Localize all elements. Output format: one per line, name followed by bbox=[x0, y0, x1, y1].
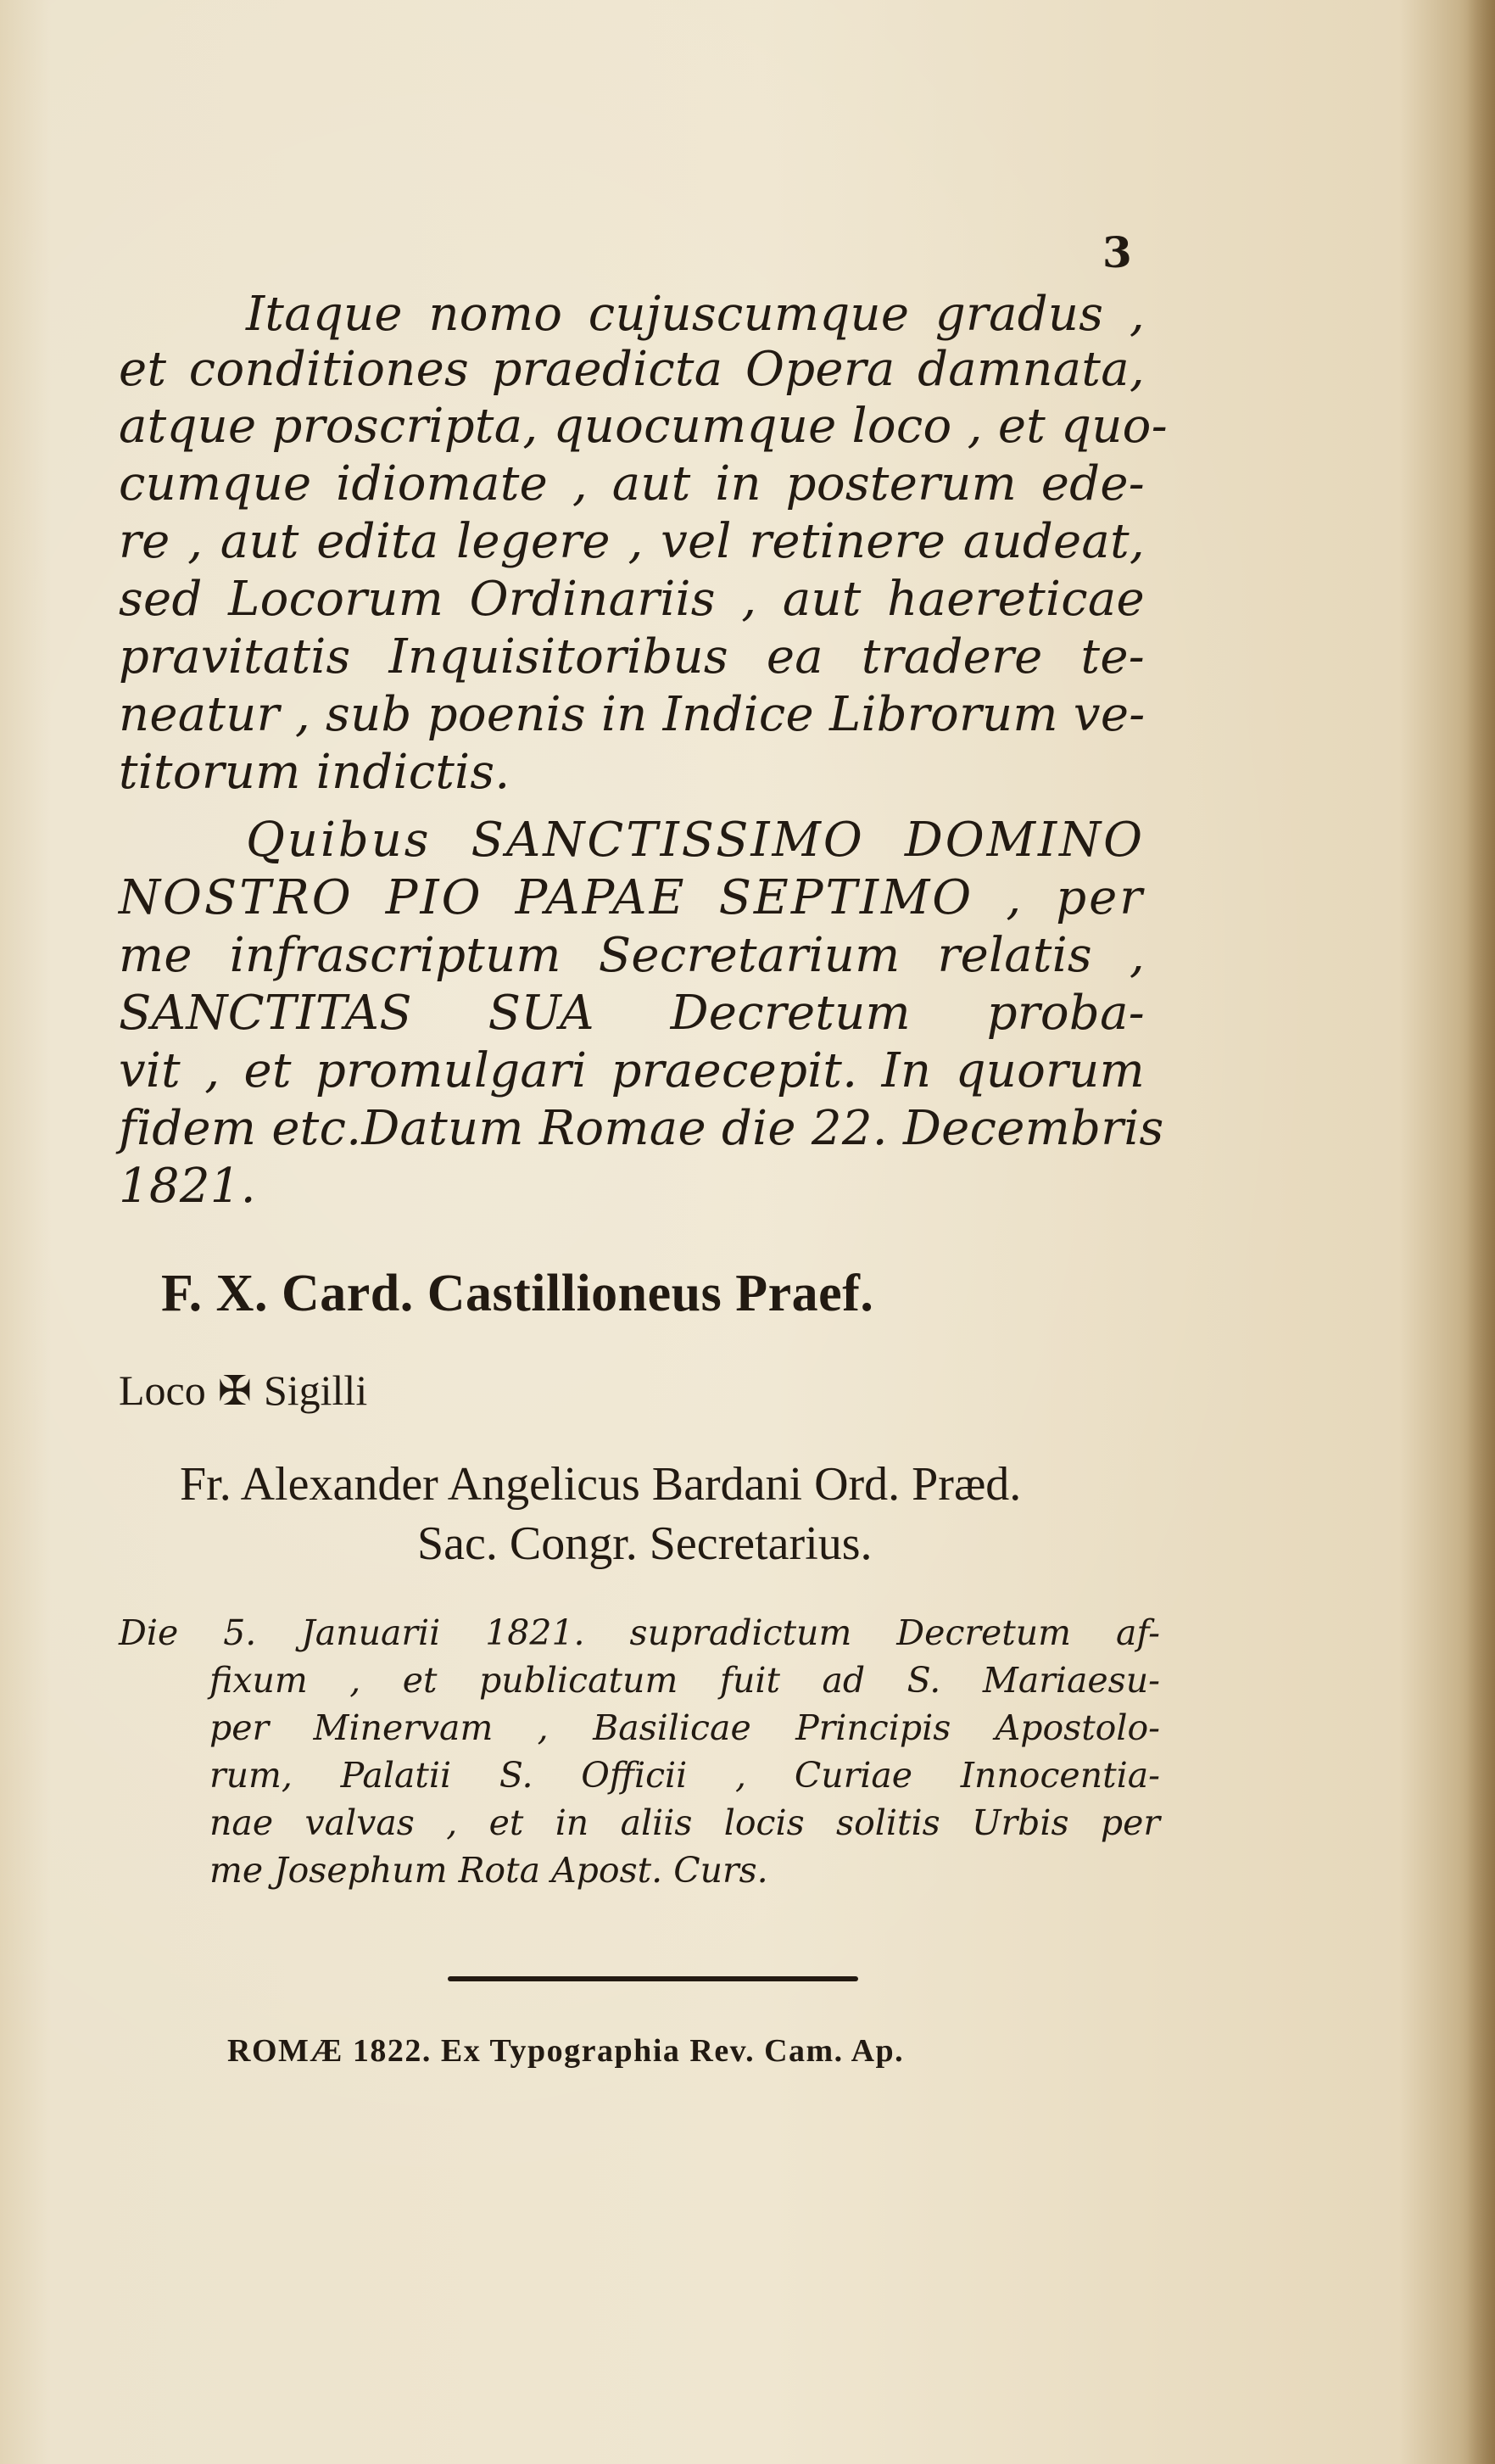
cardinal-signature: F. X. Card. Castillioneus Praef. bbox=[161, 1265, 874, 1322]
secretary-name: Fr. Alexander Angelicus Bardani Ord. Præd. bbox=[180, 1458, 1022, 1511]
para2-line-7: 1821. bbox=[119, 1159, 256, 1214]
divider-rule bbox=[448, 1976, 858, 1981]
para2-line-6: fidem etc.Datum Romae die 22. Decembris bbox=[119, 1101, 1164, 1156]
secretary-title: Sac. Congr. Secretarius. bbox=[417, 1517, 873, 1570]
seal-sigilli-text: Sigilli bbox=[263, 1366, 368, 1414]
body-line-3: atque proscripta, quocumque loco , et quo- bbox=[119, 399, 1168, 454]
body-line-8: neatur , sub poenis in Indice Librorum ve- bbox=[119, 687, 1146, 742]
page-edge-shadow bbox=[1466, 0, 1495, 2464]
note-line-4: rum, Palatii S. Officii , Curiae Innocentia- bbox=[209, 1755, 1160, 1796]
body-line-7: pravitatis Inquisitoribus ea tradere te- bbox=[119, 629, 1145, 684]
printer-imprint: ROMÆ 1822. Ex Typographia Rev. Cam. Ap. bbox=[227, 2033, 905, 2069]
body-line-4: cumque idiomate , aut in posterum ede- bbox=[119, 456, 1145, 511]
note-line-3: per Minervam , Basilicae Principis Apostolo- bbox=[209, 1707, 1160, 1748]
note-line-1: Die 5. Januarii 1821. supradictum Decretum af- bbox=[119, 1612, 1160, 1653]
maltese-cross-icon: ✠ bbox=[217, 1369, 252, 1414]
page-number: 3 bbox=[1102, 227, 1132, 277]
note-line-5: nae valvas , et in aliis locis solitis Urbis per bbox=[209, 1802, 1160, 1843]
seal-line bbox=[119, 1366, 367, 1415]
seal-loco-text: Loco bbox=[119, 1366, 206, 1414]
para2-line-5: vit , et promulgari praecepit. In quorum bbox=[119, 1043, 1145, 1098]
body-line-5: re , aut edita legere , vel retinere audeat, bbox=[119, 514, 1145, 569]
note-line-2: fixum , et publicatum fuit ad S. Mariaesu- bbox=[209, 1660, 1160, 1701]
para2-line-3: me infrascriptum Secretarium relatis , bbox=[119, 928, 1145, 983]
body-line-9: titorum indictis. bbox=[119, 745, 510, 800]
body-line-2: et conditiones praedicta Opera damnata, bbox=[119, 342, 1145, 397]
note-line-6: me Josephum Rota Apost. Curs. bbox=[209, 1850, 768, 1891]
para2-line-4: SANCTITAS SUA Decretum proba- bbox=[119, 986, 1145, 1041]
body-line-6: sed Locorum Ordinariis , aut haereticae bbox=[119, 572, 1145, 627]
para2-line-2: NOSTRO PIO PAPAE SEPTIMO , per bbox=[119, 870, 1145, 925]
body-line-1: Itaque nomo cujuscumque gradus , bbox=[246, 287, 1145, 342]
para2-line-1: Quibus SANCTISSIMO DOMINO bbox=[246, 813, 1145, 868]
